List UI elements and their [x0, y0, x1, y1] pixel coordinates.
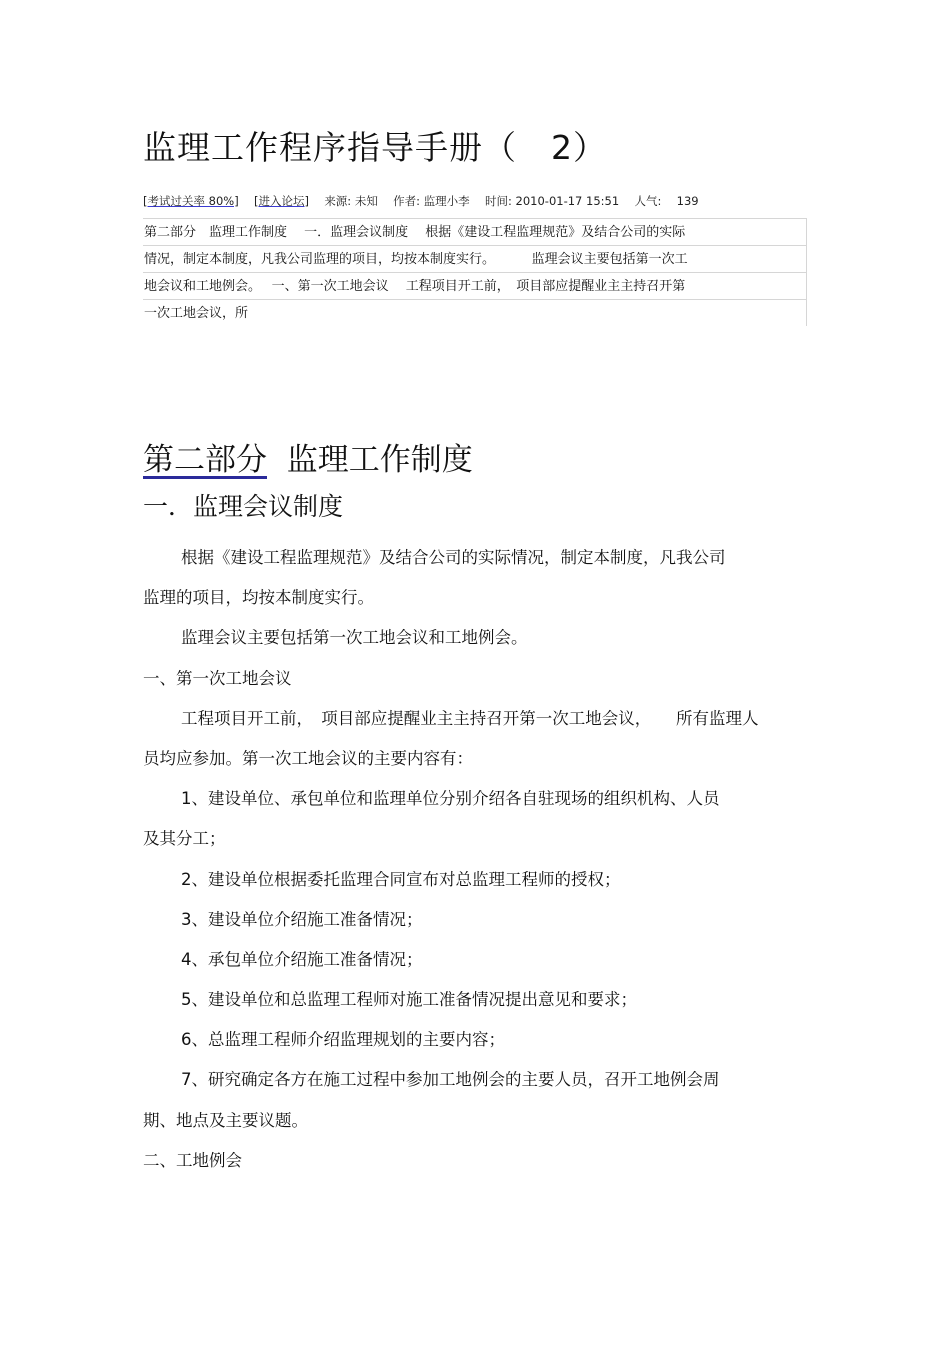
paragraph-line: 工程项目开工前， 项目部应提醒业主主持召开第一次工地会议， 所有监理人: [181, 708, 759, 728]
popularity-value: 139: [676, 194, 699, 208]
time-value: 2010-01-17 15:51: [515, 194, 620, 208]
paragraph-line: 3、建设单位介绍施工准备情况；: [181, 909, 423, 929]
part-title: 监理工作制度: [286, 442, 473, 478]
summary-line: 情况，制定本制度，凡我公司监理的项目，均按本制度实行。 监理会议主要包括第一次工: [143, 245, 807, 272]
forum-link[interactable]: [进入论坛]: [254, 194, 309, 208]
summary-line: 一次工地会议，所: [143, 299, 807, 326]
paragraph-line: 2、建设单位根据委托监理合同宣布对总监理工程师的授权；: [181, 869, 621, 889]
paragraph-line: 7、研究确定各方在施工过程中参加工地例会的主要人员，召开工地例会周: [181, 1070, 720, 1090]
time-label: 时间:: [485, 194, 512, 208]
paragraph-line: 二、工地例会: [143, 1150, 242, 1170]
popularity-label: 人气:: [634, 194, 662, 208]
summary-line: 地会议和工地例会。 一、第一次工地会议 工程项目开工前， 项目部应提醒业主主持召开第: [143, 272, 807, 299]
subsection-heading: 一．监理会议制度: [143, 492, 344, 521]
paragraph-line: 员均应参加。第一次工地会议的主要内容有：: [143, 748, 473, 768]
paragraph-line: 及其分工；: [143, 829, 226, 849]
source-value: 未知: [354, 194, 378, 208]
article-meta: [143, 193, 699, 209]
page-title: 监理工作程序指导手册（ 2）: [143, 128, 607, 167]
paragraph-line: 5、建设单位和总监理工程师对施工准备情况提出意见和要求；: [181, 990, 637, 1010]
paragraph-line: 6、总监理工程师介绍监理规划的主要内容；: [181, 1030, 505, 1050]
article-summary: [143, 218, 807, 326]
paragraph-line: 根据《建设工程监理规范》及结合公司的实际情况，制定本制度，凡我公司: [181, 548, 726, 567]
source-label: 来源:: [324, 194, 352, 208]
paragraph-line: 期、地点及主要议题。: [143, 1110, 308, 1130]
author-label: 作者:: [393, 194, 421, 208]
paragraph-line: 1、建设单位、承包单位和监理单位分别介绍各自驻现场的组织机构、人员: [181, 789, 720, 809]
pass-rate-link[interactable]: [考试过关率 80%]: [143, 194, 239, 208]
summary-line: 第二部分 监理工作制度 一．监理会议制度 根据《建设工程监理规范》及结合公司的实际: [143, 218, 807, 245]
paragraph-line: 监理会议主要包括第一次工地会议和工地例会。: [181, 628, 528, 648]
paragraph-line: 监理的项目，均按本制度实行。: [143, 588, 374, 608]
paragraph-line: 4、承包单位介绍施工准备情况；: [181, 949, 423, 969]
section-heading: [143, 434, 473, 479]
body-text: [143, 538, 813, 1181]
part-label: 第二部分: [143, 442, 267, 478]
paragraph-line: 一、第一次工地会议: [143, 668, 292, 688]
author-value: 监理小李: [423, 194, 470, 208]
